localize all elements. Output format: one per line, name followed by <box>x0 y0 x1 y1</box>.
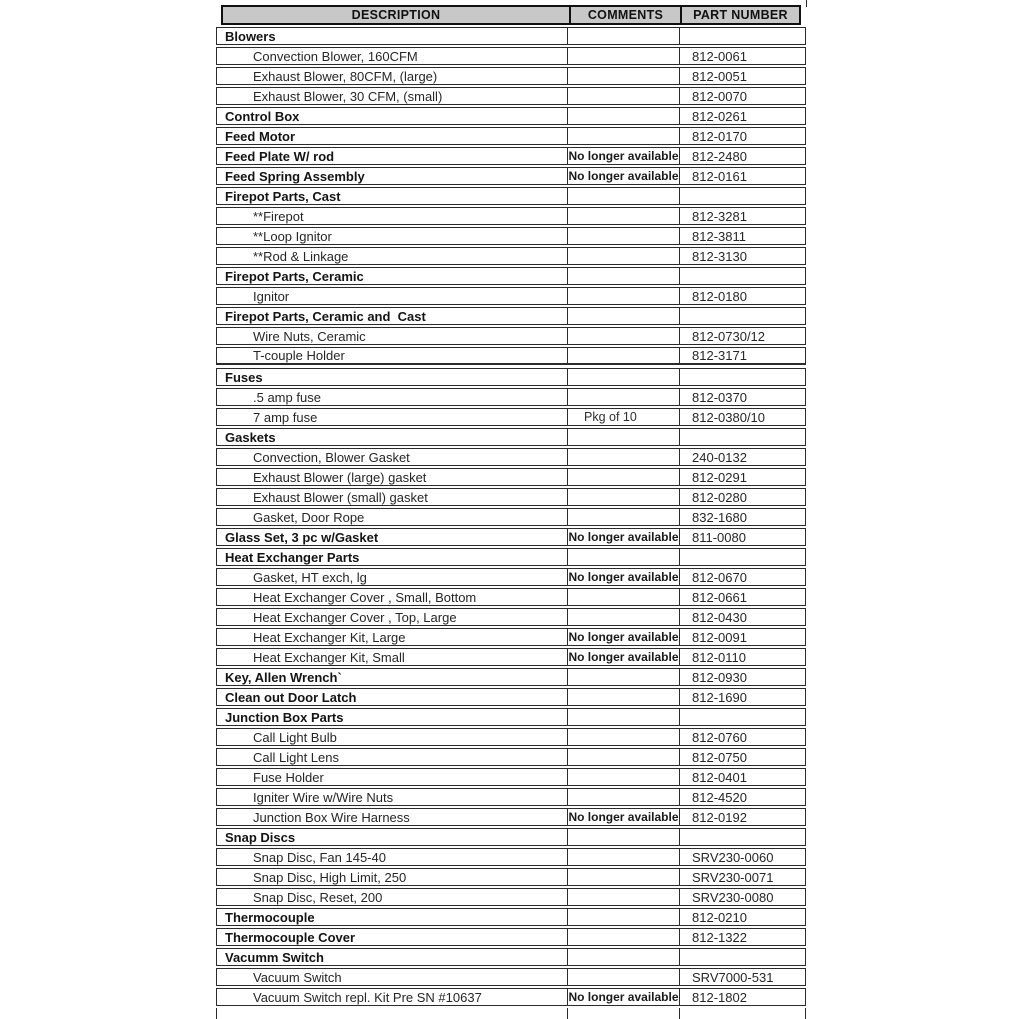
comments-cell: No longer available <box>568 149 679 163</box>
part-number-cell: 832-1680 <box>679 509 805 525</box>
part-number-cell <box>679 709 805 725</box>
part-number-cell: 812-0380/10 <box>679 409 805 425</box>
part-number-cell: 812-3811 <box>679 228 805 244</box>
column-header-part-number: PART NUMBER <box>680 7 799 23</box>
part-number-cell: 812-1322 <box>679 929 805 945</box>
table-row <box>216 588 806 606</box>
part-number-cell: 812-0180 <box>679 288 805 304</box>
table-row <box>216 608 806 626</box>
comments-cell <box>567 769 679 785</box>
table-row <box>216 968 806 986</box>
stub-description-cell <box>217 1008 567 1019</box>
part-number-cell <box>679 188 805 204</box>
comments-cell <box>567 589 679 605</box>
comments-cell <box>567 48 679 64</box>
description-cell: Thermocouple <box>225 909 315 925</box>
part-number-cell: 812-3171 <box>679 348 805 363</box>
comments-cell <box>567 228 679 244</box>
comments-cell <box>567 68 679 84</box>
comments-cell <box>567 549 679 565</box>
description-cell: **Rod & Linkage <box>253 248 349 264</box>
description-cell: Call Light Bulb <box>253 729 337 745</box>
part-number-cell: 812-0280 <box>679 489 805 505</box>
description-cell: Heat Exchanger Cover , Top, Large <box>253 609 457 625</box>
table-row <box>216 247 806 265</box>
comments-cell <box>567 669 679 685</box>
comments-cell <box>567 889 679 905</box>
description-cell: Glass Set, 3 pc w/Gasket <box>225 529 379 545</box>
comments-cell <box>567 709 679 725</box>
comments-cell: No longer available <box>568 570 679 584</box>
description-cell: Junction Box Wire Harness <box>253 809 410 825</box>
description-cell: Exhaust Blower, 80CFM, (large) <box>253 68 438 84</box>
description-cell: Igniter Wire w/Wire Nuts <box>253 789 394 805</box>
table-row <box>216 688 806 706</box>
part-number-cell: 812-0192 <box>679 809 805 825</box>
table-row <box>216 27 806 45</box>
table-row <box>216 868 806 886</box>
description-cell: Ignitor <box>253 288 290 304</box>
table-row <box>216 388 806 406</box>
part-number-cell: 812-0930 <box>679 669 805 685</box>
description-cell: Gaskets <box>225 429 276 445</box>
table-row <box>216 788 806 806</box>
table-row <box>216 408 806 426</box>
comments-cell <box>567 369 679 385</box>
comments-cell <box>567 328 679 344</box>
comments-cell: No longer available <box>568 990 679 1004</box>
description-cell: Blowers <box>225 28 276 44</box>
part-number-cell: SRV230-0071 <box>679 869 805 885</box>
table-row <box>216 428 806 446</box>
table-row <box>216 368 806 386</box>
part-number-cell: 812-0401 <box>679 769 805 785</box>
description-cell: Junction Box Parts <box>225 709 344 725</box>
part-number-cell: 812-0760 <box>679 729 805 745</box>
table-row <box>216 508 806 526</box>
part-number-cell: 812-0730/12 <box>679 328 805 344</box>
table-row <box>216 648 806 666</box>
table-row <box>216 548 806 566</box>
description-cell: Clean out Door Latch <box>225 689 357 705</box>
description-cell: 7 amp fuse <box>253 409 318 425</box>
description-cell: .5 amp fuse <box>253 389 321 405</box>
part-number-cell: SRV230-0060 <box>679 849 805 865</box>
description-cell: Heat Exchanger Cover , Small, Bottom <box>253 589 477 605</box>
part-number-cell: SRV230-0080 <box>679 889 805 905</box>
comments-cell <box>567 909 679 925</box>
parts-table-section-1 <box>216 27 806 365</box>
table-row <box>216 728 806 746</box>
description-cell: Key, Allen Wrench` <box>225 669 342 685</box>
description-cell: Call Light Lens <box>253 749 339 765</box>
description-cell: Convection, Blower Gasket <box>253 449 410 465</box>
part-number-cell: 812-0161 <box>679 168 805 184</box>
table-row <box>216 147 806 165</box>
comments-cell: No longer available <box>568 169 679 183</box>
comments-cell <box>567 288 679 304</box>
comments-cell: No longer available <box>568 630 679 644</box>
comments-cell <box>567 188 679 204</box>
table-row <box>216 628 806 646</box>
table-row <box>216 828 806 846</box>
description-cell: Exhaust Blower (large) gasket <box>253 469 427 485</box>
table-row <box>216 307 806 325</box>
table-row <box>216 287 806 305</box>
table-row <box>216 187 806 205</box>
comments-cell <box>567 88 679 104</box>
table-row <box>216 928 806 946</box>
table-row <box>216 67 806 85</box>
description-cell: Convection Blower, 160CFM <box>253 48 418 64</box>
comments-cell <box>567 429 679 445</box>
comments-cell <box>567 729 679 745</box>
part-number-cell: 812-4520 <box>679 789 805 805</box>
comments-cell <box>567 128 679 144</box>
description-cell: Heat Exchanger Kit, Large <box>253 629 406 645</box>
parts-table <box>216 5 806 1019</box>
part-number-cell: 812-0091 <box>679 629 805 645</box>
part-number-cell: 811-0080 <box>679 529 805 545</box>
part-number-cell <box>679 429 805 445</box>
table-continuation-stub <box>216 1008 806 1019</box>
stub-comments-cell <box>567 1008 679 1019</box>
description-cell: **Loop Ignitor <box>253 228 332 244</box>
part-number-cell: 812-0110 <box>679 649 805 665</box>
table-row <box>216 748 806 766</box>
comments-cell <box>567 28 679 44</box>
table-row <box>216 468 806 486</box>
part-number-cell: 812-3130 <box>679 248 805 264</box>
comments-cell <box>567 869 679 885</box>
description-cell: Gasket, HT exch, lg <box>253 569 367 585</box>
description-cell: Firepot Parts, Cast <box>225 188 341 204</box>
part-number-cell: 240-0132 <box>679 449 805 465</box>
table-row <box>216 87 806 105</box>
description-cell: Snap Disc, Reset, 200 <box>253 889 383 905</box>
part-number-cell: 812-1802 <box>679 989 805 1005</box>
table-row <box>216 808 806 826</box>
table-row <box>216 267 806 285</box>
part-number-cell: 812-0430 <box>679 609 805 625</box>
table-row <box>216 107 806 125</box>
comments-cell <box>567 969 679 985</box>
comments-cell <box>567 248 679 264</box>
table-row <box>216 488 806 506</box>
description-cell: Heat Exchanger Parts <box>225 549 360 565</box>
page-edge-line <box>806 0 807 7</box>
part-number-cell: 812-2480 <box>679 148 805 164</box>
comments-cell: No longer available <box>568 810 679 824</box>
table-row <box>216 708 806 726</box>
part-number-cell <box>679 28 805 44</box>
description-cell: Thermocouple Cover <box>225 929 356 945</box>
description-cell: Vacumm Switch <box>225 949 324 965</box>
comments-cell <box>567 949 679 965</box>
comments-cell <box>567 829 679 845</box>
table-row <box>216 327 806 345</box>
description-cell: Fuse Holder <box>253 769 324 785</box>
description-cell: Firepot Parts, Ceramic <box>225 268 364 284</box>
comments-cell: Pkg of 10 <box>567 409 679 425</box>
comments-cell <box>567 469 679 485</box>
description-cell: Feed Plate W/ rod <box>225 148 335 164</box>
description-cell: Exhaust Blower, 30 CFM, (small) <box>253 88 443 104</box>
comments-cell <box>567 789 679 805</box>
description-cell: Vacuum Switch <box>253 969 342 985</box>
comments-cell: No longer available <box>568 650 679 664</box>
part-number-cell <box>679 949 805 965</box>
comments-cell: No longer available <box>568 530 679 544</box>
comments-cell <box>567 308 679 324</box>
table-header-row <box>221 5 801 25</box>
part-number-cell: 812-0210 <box>679 909 805 925</box>
part-number-cell: 812-0291 <box>679 469 805 485</box>
parts-table-section-2 <box>216 368 806 1006</box>
description-cell: Control Box <box>225 108 300 124</box>
table-row <box>216 347 806 365</box>
comments-cell <box>567 509 679 525</box>
part-number-cell: 812-0051 <box>679 68 805 84</box>
table-row <box>216 908 806 926</box>
table-row <box>216 448 806 466</box>
table-row <box>216 948 806 966</box>
table-row <box>216 528 806 546</box>
part-number-cell: 812-0170 <box>679 128 805 144</box>
description-cell: Fuses <box>225 369 263 385</box>
part-number-cell <box>679 829 805 845</box>
part-number-cell: SRV7000-531 <box>679 969 805 985</box>
description-cell: Snap Disc, Fan 145-40 <box>253 849 386 865</box>
table-row <box>216 47 806 65</box>
comments-cell <box>567 108 679 124</box>
description-cell: Snap Disc, High Limit, 250 <box>253 869 407 885</box>
comments-cell <box>567 749 679 765</box>
description-cell: Firepot Parts, Ceramic and Cast <box>225 308 426 324</box>
table-row <box>216 127 806 145</box>
table-row <box>216 988 806 1006</box>
part-number-cell: 812-0370 <box>679 389 805 405</box>
comments-cell <box>567 389 679 405</box>
comments-cell <box>567 449 679 465</box>
description-cell: T-couple Holder <box>253 348 345 363</box>
part-number-cell: 812-0061 <box>679 48 805 64</box>
description-cell: Snap Discs <box>225 829 296 845</box>
part-number-cell <box>679 369 805 385</box>
comments-cell <box>567 689 679 705</box>
table-row <box>216 568 806 586</box>
part-number-cell: 812-0750 <box>679 749 805 765</box>
stub-part-number-cell <box>679 1008 805 1019</box>
comments-cell <box>567 268 679 284</box>
part-number-cell: 812-3281 <box>679 208 805 224</box>
part-number-cell: 812-0261 <box>679 108 805 124</box>
description-cell: Feed Spring Assembly <box>225 168 365 184</box>
comments-cell <box>567 609 679 625</box>
comments-cell <box>567 929 679 945</box>
part-number-cell <box>679 308 805 324</box>
comments-cell <box>567 348 679 363</box>
part-number-cell: 812-1690 <box>679 689 805 705</box>
description-cell: Exhaust Blower (small) gasket <box>253 489 428 505</box>
description-cell: Vacuum Switch repl. Kit Pre SN #10637 <box>253 989 482 1005</box>
comments-cell <box>567 208 679 224</box>
comments-cell <box>567 489 679 505</box>
description-cell: Wire Nuts, Ceramic <box>253 328 366 344</box>
table-row <box>216 167 806 185</box>
part-number-cell: 812-0670 <box>679 569 805 585</box>
description-cell: Gasket, Door Rope <box>253 509 365 525</box>
description-cell: **Firepot <box>253 208 304 224</box>
comments-cell <box>567 849 679 865</box>
table-row <box>216 227 806 245</box>
column-header-description: DESCRIPTION <box>351 8 441 22</box>
table-row <box>216 207 806 225</box>
column-header-comments: COMMENTS <box>569 7 680 23</box>
table-row <box>216 768 806 786</box>
part-number-cell: 812-0070 <box>679 88 805 104</box>
table-row <box>216 668 806 686</box>
part-number-cell <box>679 549 805 565</box>
table-row <box>216 848 806 866</box>
description-cell: Heat Exchanger Kit, Small <box>253 649 405 665</box>
part-number-cell <box>679 268 805 284</box>
description-cell: Feed Motor <box>225 128 296 144</box>
part-number-cell: 812-0661 <box>679 589 805 605</box>
table-row <box>216 888 806 906</box>
